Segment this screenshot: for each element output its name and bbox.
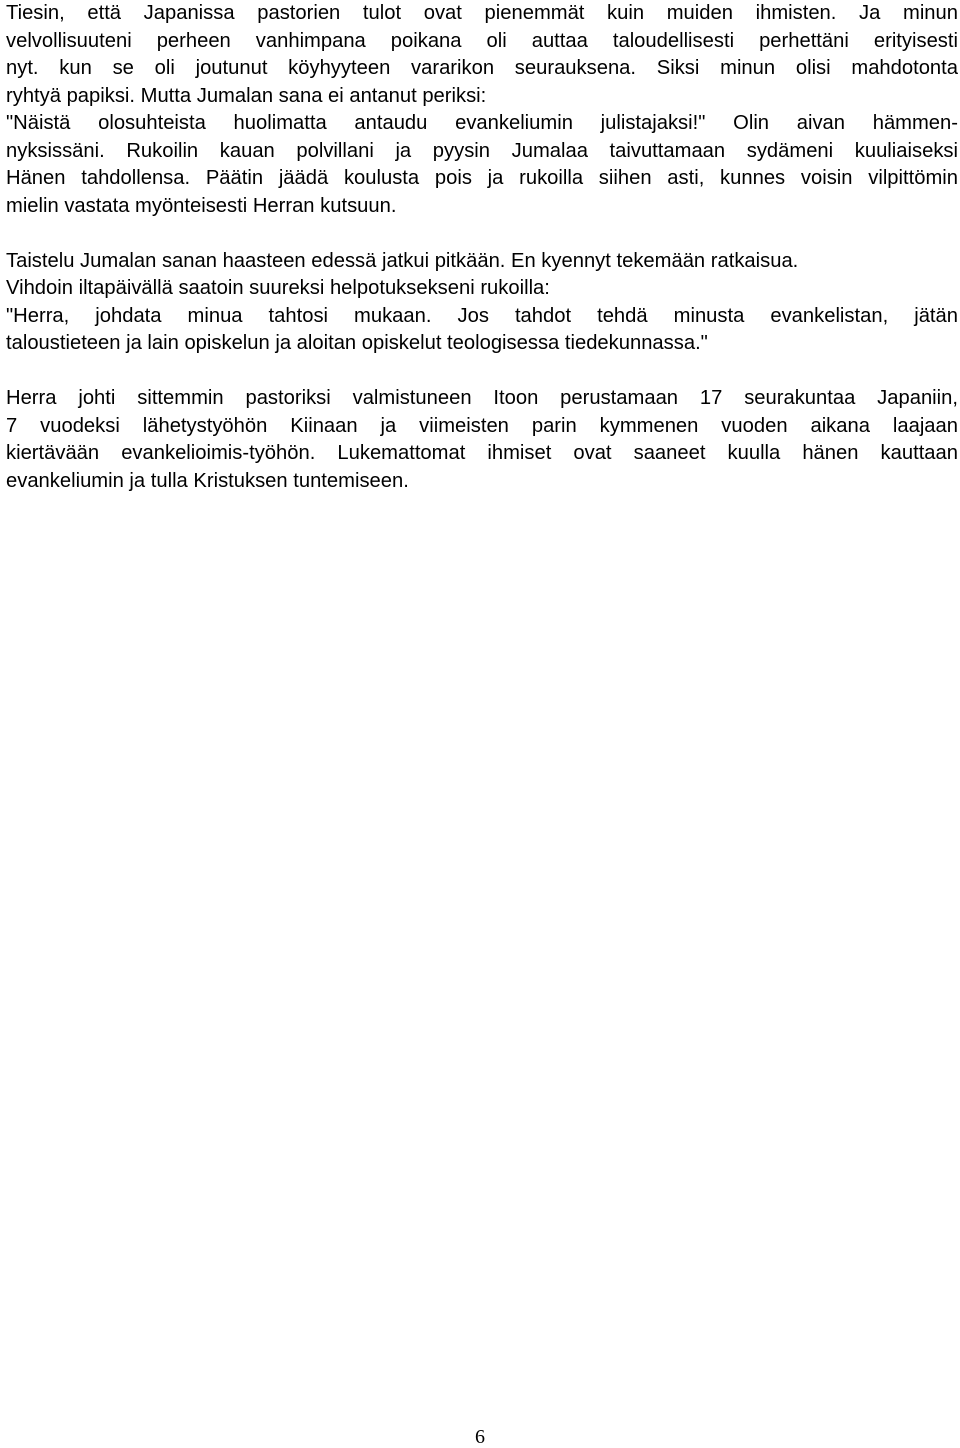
text-line: 7 vuodeksi lähetystyöhön Kiinaan ja viimeisten parin kymmenen vuoden aikana laajaan bbox=[6, 414, 958, 437]
text-line: ryhtyä papiksi. Mutta Jumalan sana ei antanut periksi: bbox=[6, 84, 487, 107]
text-line: evankeliumin ja tulla Kristuksen tuntemiseen. bbox=[6, 469, 409, 492]
text-line: Taistelu Jumalan sanan haasteen edessä jatkui pitkään. En kyennyt tekemään ratkaisua. bbox=[6, 249, 799, 272]
text-line: nyksissäni. Rukoilin kauan polvillani ja pyysin Jumalaa taivuttamaan sydämeni kuuliaiseksi bbox=[6, 139, 958, 162]
page-number: 6 bbox=[475, 1426, 485, 1448]
paragraph-1 bbox=[6, 0, 958, 220]
text-line: Herra johti sittemmin pastoriksi valmistuneen Itoon perustamaan 17 seurakuntaa Japaniin, bbox=[6, 387, 958, 409]
body-text bbox=[6, 0, 958, 495]
text-line: taloustieteen ja lain opiskelun ja aloitan opiskelut teologisessa tiedekunnassa." bbox=[6, 332, 708, 354]
text-line: "Herra, johdata minua tahtosi mukaan. Jos tahdot tehdä minusta evankelistan, jätän bbox=[6, 304, 958, 327]
text-line: nyt. kun se oli joutunut köyhyyteen vararikon seurauksena. Siksi minun olisi mahdotonta bbox=[6, 57, 958, 79]
text-line: kiertävään evankelioimis-työhön. Lukemattomat ihmiset ovat saaneet kuulla hänen kauttaan bbox=[6, 442, 958, 464]
paragraph-spacer bbox=[6, 358, 958, 386]
text-line: Vihdoin iltapäivällä saatoin suureksi helpotuksekseni rukoilla: bbox=[6, 277, 550, 299]
text-line: velvollisuuteni perheen vanhimpana poikana oli auttaa taloudellisesti perhettäni erityisesti bbox=[6, 29, 958, 52]
paragraph-3 bbox=[6, 385, 958, 495]
text-line: Hänen tahdollensa. Päätin jäädä koulusta pois ja rukoilla siihen asti, kunnes voisin vilpittömin bbox=[6, 167, 958, 189]
text-line: Tiesin, että Japanissa pastorien tulot ovat pienemmät kuin muiden ihmisten. Ja minun bbox=[6, 2, 958, 24]
paragraph-2 bbox=[6, 248, 958, 358]
text-line: mielin vastata myönteisesti Herran kutsuun. bbox=[6, 194, 397, 217]
paragraph-spacer bbox=[6, 220, 958, 248]
text-line: "Näistä olosuhteista huolimatta antaudu evankeliumin julistajaksi!" Olin aivan hämmen- bbox=[6, 112, 958, 134]
